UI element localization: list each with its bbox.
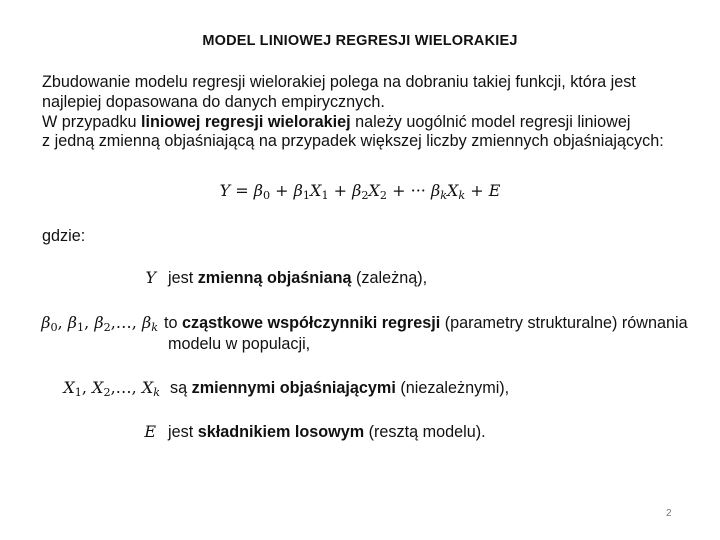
intro-line-3 <box>42 113 692 133</box>
formula-plus-dots: + ··· <box>387 181 431 200</box>
def-xk: X <box>141 378 154 397</box>
def-e-symbol: E <box>144 422 156 441</box>
intro-line-4: z jedną zmienną objaśniającą na przypadek większej liczby zmiennych objaśniających: <box>42 132 664 151</box>
def-beta-post: (parametry strukturalne) równania <box>440 314 688 332</box>
def-y-post: (zależną), <box>351 269 428 287</box>
def-x-post: (niezależnymi), <box>395 379 510 397</box>
def-e-pre: jest <box>168 423 198 441</box>
def-y-pre: jest <box>168 269 198 287</box>
def-x-pre: są <box>170 379 192 397</box>
formula-plus-2: + <box>328 181 353 200</box>
formula-x1-sub: 1 <box>321 188 329 202</box>
formula-x2: X <box>368 181 380 200</box>
def-x1-sub: 1 <box>74 385 82 399</box>
formula-y: Y <box>219 181 231 200</box>
gdzie-label: gdzie: <box>42 227 86 245</box>
formula-betak: β <box>430 181 441 200</box>
def-beta-text <box>164 313 688 333</box>
def-x1: X <box>63 378 75 397</box>
def-y-text <box>168 268 427 288</box>
def-e-post: (resztą modelu). <box>364 423 486 441</box>
def-y-symbol: Y <box>145 268 156 287</box>
intro-line-2: najlepiej dopasowana do danych empirycznych. <box>42 92 385 111</box>
intro-line-3-bold: liniowej regresji wielorakiej <box>140 112 351 131</box>
def-beta-comma-1: , <box>57 313 68 332</box>
page-number: 2 <box>666 508 672 519</box>
formula-equals: = <box>230 181 254 200</box>
def-x-ellipsis: ,…, <box>110 378 142 397</box>
formula-plus-1: + <box>270 181 294 200</box>
def-beta-bold: cząstkowe współczynniki regresji <box>182 314 441 332</box>
intro-paragraph <box>42 73 692 152</box>
formula-e: E <box>488 181 501 200</box>
def-beta0-sub: 0 <box>50 320 58 334</box>
def-beta2: β <box>94 313 104 332</box>
def-x2-sub: 2 <box>103 385 111 399</box>
def-e-bold: składnikiem losowym <box>197 423 365 441</box>
def-beta0: β <box>41 313 51 332</box>
formula-beta1: β <box>293 181 303 200</box>
def-beta1: β <box>67 313 78 332</box>
def-beta-line-2: modelu w populacji, <box>168 335 311 353</box>
def-beta1-sub: 1 <box>77 320 85 334</box>
def-beta2-sub: 2 <box>103 320 111 334</box>
formula-beta0: β <box>253 181 263 200</box>
def-xk-sub: k <box>153 385 160 399</box>
regression-formula <box>0 181 720 200</box>
formula-beta0-sub: 0 <box>262 188 271 202</box>
formula-beta2: β <box>352 181 362 200</box>
def-beta-pre: to <box>164 314 182 332</box>
def-x2: X <box>92 378 104 397</box>
def-x-text <box>170 378 509 398</box>
formula-x2-sub: 2 <box>379 188 388 202</box>
def-betak: β <box>141 313 152 332</box>
def-e-text <box>168 422 486 442</box>
def-beta-comma-2: , <box>84 313 95 332</box>
formula-beta2-sub: 2 <box>361 188 369 202</box>
formula-xk-sub: k <box>458 188 466 202</box>
def-y-bold: zmienną objaśnianą <box>197 269 352 287</box>
intro-line-3-pre: W przypadku <box>42 112 141 131</box>
def-beta-ellipsis: ,…, <box>110 313 142 332</box>
formula-beta1-sub: 1 <box>302 188 311 202</box>
formula-plus-4: + <box>465 181 489 200</box>
def-betak-sub: k <box>151 320 158 334</box>
formula-xk: X <box>446 181 459 200</box>
formula-x1: X <box>310 181 322 200</box>
slide-title: MODEL LINIOWEJ REGRESJI WIELORAKIEJ <box>202 33 518 49</box>
formula-betak-sub: k <box>440 188 447 202</box>
def-x-comma-1: , <box>81 378 93 397</box>
intro-line-1: Zbudowanie modelu regresji wielorakiej polega na dobraniu takiej funkcji, która jest <box>42 73 636 91</box>
def-x-symbols <box>54 378 160 397</box>
intro-line-3-post: należy uogólnić model regresji liniowej <box>350 112 631 131</box>
def-beta-symbols <box>40 313 158 332</box>
def-x-bold: zmiennymi objaśniającymi <box>191 379 396 397</box>
